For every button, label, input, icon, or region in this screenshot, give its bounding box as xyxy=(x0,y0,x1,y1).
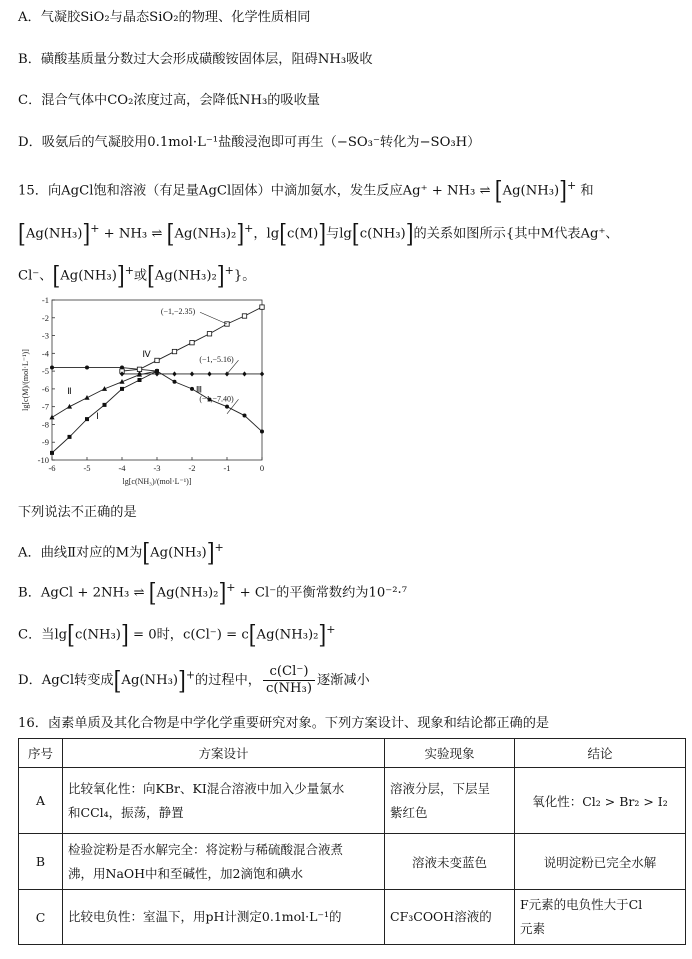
row-id: A xyxy=(19,768,63,834)
q15-option-b: B．AgCl + 2NH₃ ⇌ [Ag(NH₃)₂]+ + Cl⁻的平衡常数约为10⁻²·⁷ xyxy=(18,577,407,608)
y-tick-label: -7 xyxy=(41,401,49,412)
q14-option-c: C．混合气体中CO₂浓度过高，会降低NH₃的吸收量 xyxy=(18,93,320,108)
data-point xyxy=(190,387,194,391)
header-phenomenon: 实验现象 xyxy=(385,739,515,768)
table-row xyxy=(19,890,686,945)
row-design: 比较电负性：室温下，用pH计测定0.1mol·L⁻¹的 xyxy=(63,890,385,945)
q14-option-b: B．磺酸基质量分数过大会形成磺酸铵固体层，阻碍NH₃吸收 xyxy=(18,52,373,67)
x-axis-label: lg[c(NH₃)/(mol·L⁻¹)] xyxy=(122,477,192,486)
plot-frame xyxy=(52,300,262,460)
curve-label-i: Ⅰ xyxy=(96,411,99,422)
y-tick-label: -8 xyxy=(41,419,49,430)
data-point xyxy=(172,349,176,353)
series-line xyxy=(122,307,262,371)
table-row xyxy=(19,768,686,834)
data-point xyxy=(260,305,264,309)
header-id: 序号 xyxy=(19,739,63,768)
data-point xyxy=(242,371,246,376)
q15-option-a: A．曲线Ⅱ对应的M为[Ag(NH₃)]+ xyxy=(18,537,224,568)
data-point xyxy=(225,405,229,409)
q15-stem-line1: 15．向AgCl饱和溶液（有足量AgCl固体）中滴加氨水，发生反应Ag⁺ + NH₃ ⇌ [Ag(NH₃)]+ 和 xyxy=(18,175,594,206)
data-point xyxy=(173,380,177,384)
row-conclusion: F元素的电负性大于Cl 元素 xyxy=(515,890,686,945)
y-tick-label: -1 xyxy=(41,295,49,305)
data-point xyxy=(50,366,54,370)
data-point xyxy=(50,451,54,455)
annotation-label: (−1,−7.40) xyxy=(199,394,234,404)
data-point xyxy=(138,378,142,382)
series-line xyxy=(52,371,157,453)
annotation-label: (−1,−2.35) xyxy=(160,307,196,317)
data-point xyxy=(120,387,124,391)
data-point xyxy=(243,414,247,418)
annotation-arrow xyxy=(200,312,227,324)
row-phenomenon: 溶液未变蓝色 xyxy=(385,834,515,890)
data-point xyxy=(84,395,89,400)
data-point xyxy=(207,371,211,376)
data-point xyxy=(172,371,176,376)
q14-option-a: A．气凝胶SiO₂与晶态SiO₂的物理、化学性质相同 xyxy=(18,10,311,25)
x-tick-label: -5 xyxy=(83,463,91,473)
fraction: $\frac{c(Cl^-)}{\text{c(NH₃)}}$ xyxy=(263,664,315,697)
header-design: 方案设计 xyxy=(63,739,385,768)
q15-chart xyxy=(18,292,278,492)
row-id: B xyxy=(19,834,63,890)
q14-option-d: D．吸氨后的气凝胶用0.1mol·L⁻¹盐酸浸泡即可再生（−SO₃⁻转化为−SO₃H） xyxy=(18,135,481,150)
row-phenomenon: CF₃COOH溶液的 xyxy=(385,890,515,945)
row-id: C xyxy=(19,890,63,945)
curve-label-ii: Ⅱ xyxy=(67,386,72,397)
data-point xyxy=(67,404,72,409)
y-tick-label: -9 xyxy=(41,437,49,448)
q15-stem-line3: Cl⁻、[Ag(NH₃)]+或[Ag(NH₃)₂]+}。 xyxy=(18,260,256,291)
annotation-label: (−1,−5.16) xyxy=(199,355,234,365)
data-point xyxy=(103,403,107,407)
y-tick-label: -3 xyxy=(41,330,49,341)
data-point xyxy=(137,367,141,371)
q15-option-d: D．AgCl转变成[Ag(NH₃)]+的过程中， $\frac{c(Cl^-)}{\text{c(NH₃)}}$ 逐渐减小 xyxy=(18,664,370,696)
data-point xyxy=(260,371,264,376)
x-tick-label: -6 xyxy=(48,463,56,473)
x-tick-label: -3 xyxy=(153,463,161,473)
data-point xyxy=(49,415,54,420)
row-phenomenon: 溶液分层，下层呈 紫红色 xyxy=(385,768,515,834)
header-conclusion: 结论 xyxy=(515,739,686,768)
x-tick-label: -1 xyxy=(223,463,231,473)
q15-option-c: C．当lg[c(NH₃)] = 0时，c(Cl⁻) = c[Ag(NH₃)₂]+ xyxy=(18,619,336,650)
data-point xyxy=(68,435,72,439)
q15-stem-line2: [Ag(NH₃)]+ + NH₃ ⇌ [Ag(NH₃)₂]+，lg[c(M)]与lg[c(NH₃)]的关系如图所示{其中M代表Ag⁺、 xyxy=(18,218,619,249)
x-tick-label: -2 xyxy=(188,463,196,473)
row-conclusion: 说明淀粉已完全水解 xyxy=(515,834,686,890)
data-point xyxy=(155,358,159,362)
q16-table xyxy=(18,738,686,945)
q15-question: 下列说法不正确的是 xyxy=(18,505,137,520)
data-point xyxy=(260,430,264,434)
y-axis-label: lg[c(M)/(mol·L⁻¹)] xyxy=(21,349,30,411)
curve-label-iii: Ⅲ xyxy=(195,384,203,395)
q16-title: 16．卤素单质及其化合物是中学化学重要研究对象。下列方案设计、现象和结论都正确的是 xyxy=(18,716,550,731)
x-tick-label: -4 xyxy=(118,463,126,473)
data-point xyxy=(207,332,211,336)
y-tick-label: -6 xyxy=(41,383,49,394)
y-tick-label: -4 xyxy=(41,348,49,359)
data-point xyxy=(190,371,194,376)
y-tick-label: -2 xyxy=(41,312,49,323)
data-point xyxy=(85,366,89,370)
curve-label-iv: Ⅳ xyxy=(142,348,151,359)
row-design: 检验淀粉是否水解完全：将淀粉与稀硫酸混合液煮 沸，用NaOH中和至碱性，加2滴饱和碘水 xyxy=(63,834,385,890)
y-tick-label: -5 xyxy=(41,366,49,377)
data-point xyxy=(85,417,89,421)
row-design: 比较氧化性：向KBr、KI混合溶液中加入少量氯水 和CCl₄，振荡，静置 xyxy=(63,768,385,834)
data-point xyxy=(242,314,246,318)
row-conclusion: 氧化性：Cl₂ > Br₂ > I₂ xyxy=(515,768,686,834)
data-point xyxy=(190,340,194,344)
x-tick-label: 0 xyxy=(259,463,265,473)
table-row xyxy=(19,834,686,890)
y-tick-label: -10 xyxy=(37,455,49,465)
